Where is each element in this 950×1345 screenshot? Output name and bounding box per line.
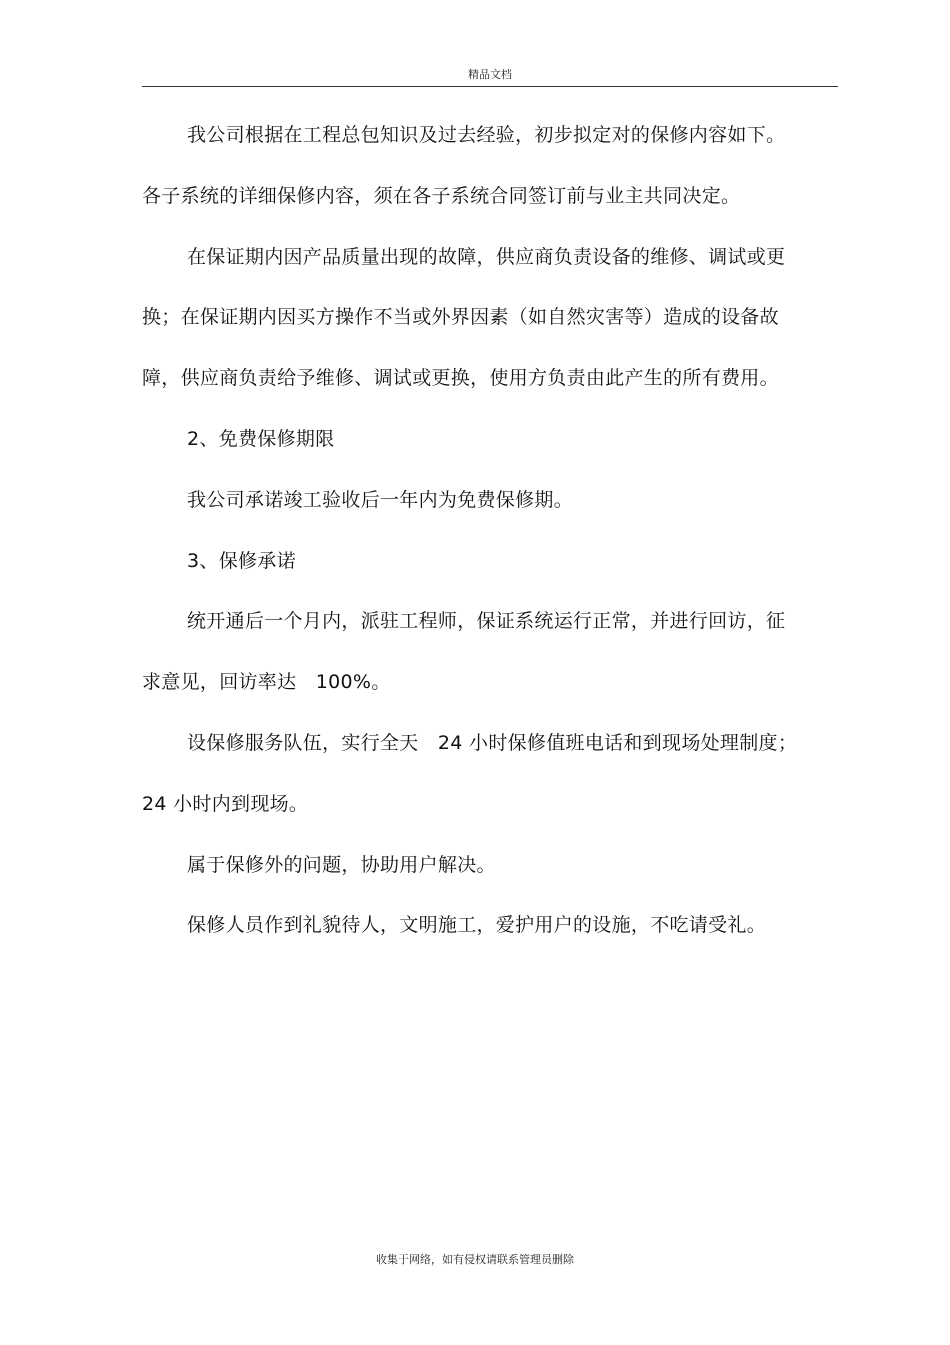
section-heading-warranty-commitment: 3、保修承诺 — [187, 549, 296, 572]
paragraph-out-of-warranty: 属于保修外的问题，协助用户解决。 — [187, 853, 496, 876]
paragraph-warranty-scope: 我公司根据在工程总包知识及过去经验，初步拟定对的保修内容如下。各子系统的详细保修内容，须在各子系统合同签订前与业主共同决定。 — [142, 124, 786, 207]
paragraph-return-visit: 统开通后一个月内，派驻工程师，保证系统运行正常，并进行回访，征求意见，回访率达 100%。 — [142, 610, 786, 694]
header-title: 精品文档 — [468, 68, 512, 81]
paragraph-24h-service: 设保修服务队伍，实行全天 24 小时保修值班电话和到现场处理制度；24 小时内到现场。 — [142, 731, 798, 815]
document-body — [142, 105, 804, 956]
footer-text: 收集于网络，如有侵权请联系管理员删除 — [376, 1253, 574, 1266]
paragraph-free-warranty-period: 我公司承诺竣工验收后一年内为免费保修期。 — [187, 488, 574, 511]
section-heading-free-warranty-period: 2、免费保修期限 — [187, 427, 335, 450]
paragraph-fault-responsibility: 在保证期内因产品质量出现的故障，供应商负责设备的维修、调试或更换；在保证期内因买方操作不当或外界因素（如自然灾害等）造成的设备故障，供应商负责给予维修、调试或更换，使用方负责由此产生的所有费用。 — [142, 245, 786, 390]
page-footer — [0, 1251, 950, 1267]
paragraph-staff-conduct: 保修人员作到礼貌待人，文明施工，爱护用户的设施，不吃请受礼。 — [187, 914, 767, 937]
page-header — [142, 66, 838, 87]
